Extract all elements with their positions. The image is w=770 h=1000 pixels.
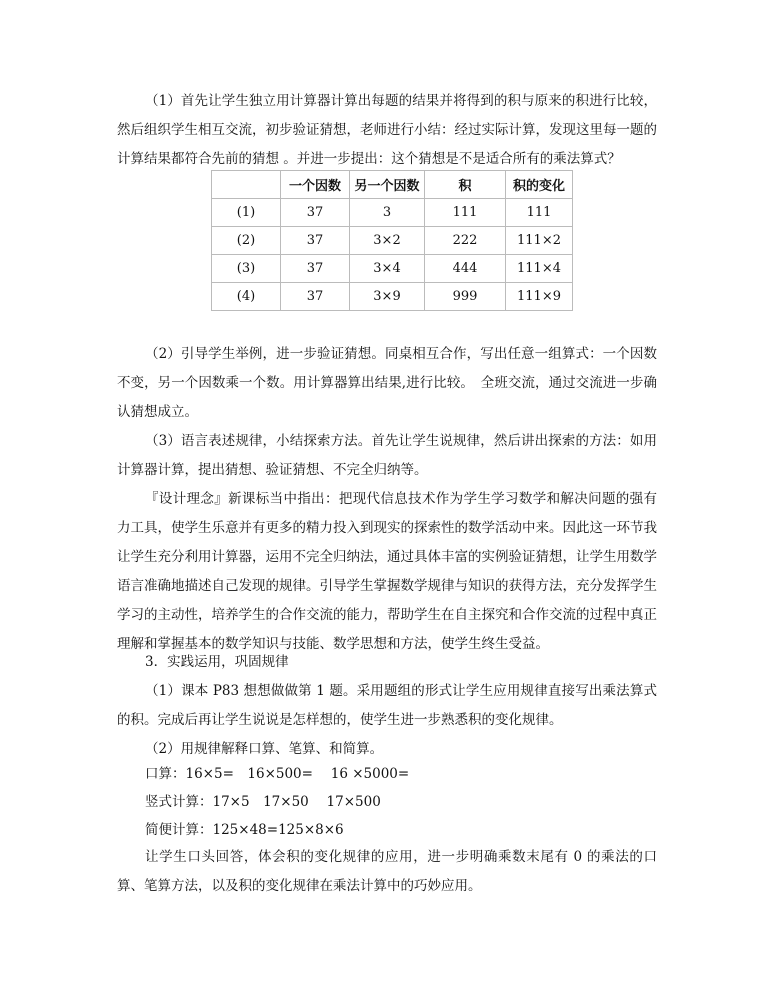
paragraph-summary: 让学生口头回答，体会积的变化规律的应用，进一步明确乘数末尾有 0 的乘法的口算、笔算方法，以及积的变化规律在乘法计算中的巧妙应用。: [117, 849, 657, 894]
paragraph-step2: （2）引导学生举例，进一步验证猜想。同桌相互合作，写出任意一组算式：一个因数不变，另一个因数乘一个数。用计算器算出结果,进行比较。 全班交流，通过交流进一步确认猜想成立。: [117, 346, 657, 420]
table-cell: 444: [425, 255, 506, 283]
table-row: [212, 283, 573, 311]
table-cell: 37: [281, 227, 350, 255]
header-cell: [212, 171, 281, 199]
table-cell: 3: [350, 199, 425, 227]
table-cell: (3): [212, 255, 281, 283]
table-cell: 3×2: [350, 227, 425, 255]
table-cell: 3×4: [350, 255, 425, 283]
table-cell: 37: [281, 199, 350, 227]
oral-calc-line: 口算：16×5= 16×500= 16 ×5000=: [145, 766, 410, 782]
header-cell: 积的变化: [506, 171, 573, 199]
paragraph-practice-1: （1）课本 P83 想想做做第 1 题。采用题组的形式让学生应用规律直接写出乘法算式的积。完成后再让学生说说是怎样想的，使学生进一步熟悉积的变化规律。: [117, 683, 657, 728]
table-cell: 111: [425, 199, 506, 227]
section-heading-practice: 3．实践运用，巩固规律: [145, 654, 289, 670]
table-cell: (1): [212, 199, 281, 227]
table-cell: 37: [281, 255, 350, 283]
table-cell: (4): [212, 283, 281, 311]
paragraph-step1: （1）首先让学生独立用计算器计算出每题的结果并将得到的积与原来的积进行比较，然后组织学生相互交流，初步验证猜想，老师进行小结：经过实际计算，发现这里每一题的计算结果都符合先前的猜想 。并进一步提出：这个猜想是不是适合所有的乘法算式？: [117, 93, 657, 167]
table-cell: 111×2: [506, 227, 573, 255]
paragraph-practice-2: （2）用规律解释口算、笔算、和简算。: [145, 741, 384, 757]
paragraph-step3: （3）语言表述规律，小结探索方法。首先让学生说规律，然后讲出探索的方法：如用计算器计算，提出猜想、验证猜想、不完全归纳等。: [117, 433, 657, 478]
table-cell: 3×9: [350, 283, 425, 311]
paragraph-design-idea: 『设计理念』新课标当中指出：把现代信息技术作为学生学习数学和解决问题的强有力工具，使学生乐意并有更多的精力投入到现实的探索性的数学活动中来。因此这一环节我让学生充分利用计算器，运用不完全归纳法，通过具体丰富的实例验证猜想，让学生用数学语言准确地描述自己发现的规律。引导学生掌握数学规律与知识的获得方法，充分发挥学生学习的主动性，培养学生的合作交流的能力，帮助学生在自主探究和合作交流的过程中真正理解和掌握基本的数学知识与技能、数学思想和方法，使学生终生受益。: [117, 491, 657, 652]
table-cell: 999: [425, 283, 506, 311]
table-cell: 37: [281, 283, 350, 311]
table-cell: 111: [506, 199, 573, 227]
table-row: [212, 227, 573, 255]
header-cell: 积: [425, 171, 506, 199]
simplified-calc-line: 简便计算：125×48=125×8×6: [145, 822, 344, 838]
table-cell: (2): [212, 227, 281, 255]
table-header-row: [212, 171, 573, 199]
table-cell: 111×4: [506, 255, 573, 283]
vertical-calc-line: 竖式计算：17×5 17×50 17×500: [145, 794, 381, 810]
table-cell: 111×9: [506, 283, 573, 311]
table-row: [212, 199, 573, 227]
table-row: [212, 255, 573, 283]
header-cell: 另一个因数: [350, 171, 425, 199]
header-cell: 一个因数: [281, 171, 350, 199]
table-cell: 222: [425, 227, 506, 255]
calculation-table: [211, 170, 573, 311]
